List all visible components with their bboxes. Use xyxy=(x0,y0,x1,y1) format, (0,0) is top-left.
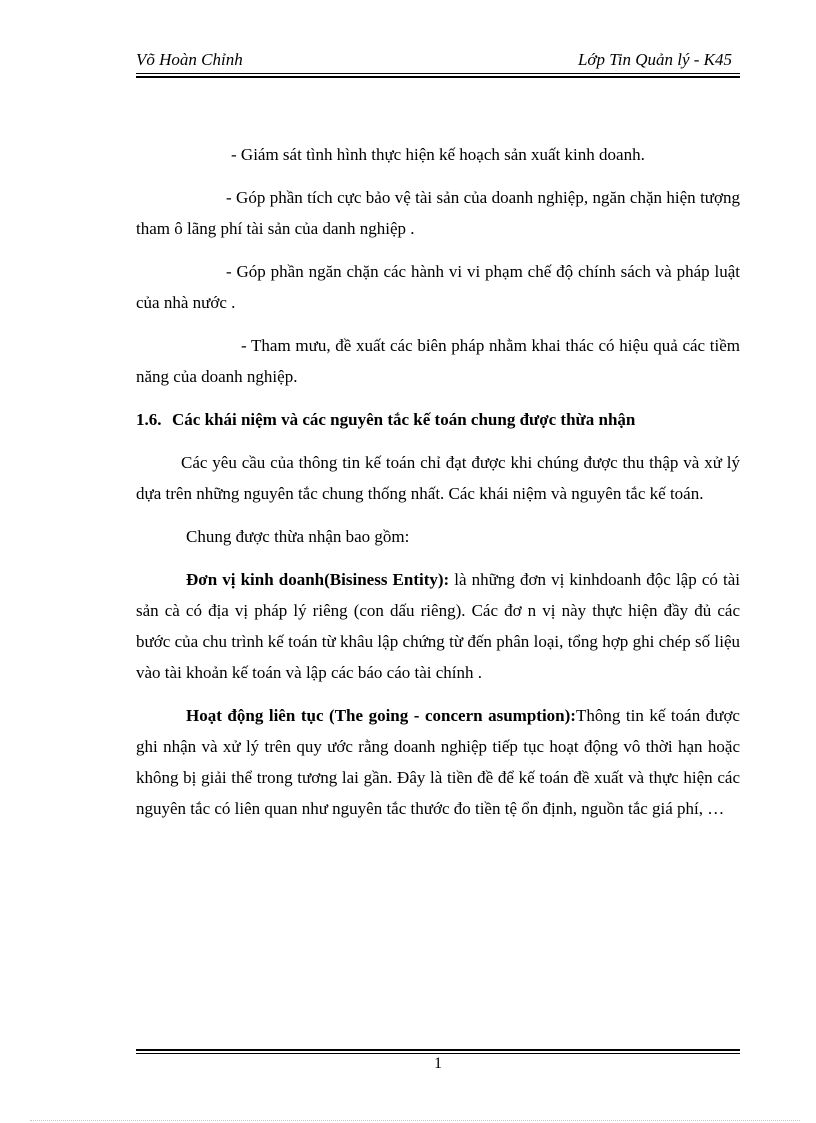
page-edge xyxy=(30,1120,800,1121)
footer-divider xyxy=(136,1053,740,1054)
section-heading xyxy=(136,404,740,435)
going-concern-term: Hoạt động liên tục (The going - concern asumption): xyxy=(186,706,576,725)
bullet-advise: - Tham mưu, đề xuất các biên pháp nhằm khai thác có hiệu quả các tiềm năng của doanh nghiệp. xyxy=(136,336,740,386)
going-concern-text: Thông tin kế toán được ghi nhận và xử lý trên quy ước rằng doanh nghiệp tiếp tục hoạt động vô thời hạn hoặc không bị giải thể trong tương lai gần. Đây là tiền đề để kế toán đề xuất và thực hiện các nguyên tắc có liên quan như nguyên tắc thước đo tiền tệ ổn định, nguồn tắc giá phí, … xyxy=(136,706,740,818)
section-title: Các khái niệm và các nguyên tắc kế toán chung được thừa nhận xyxy=(172,410,636,429)
bullet-prevent-violations: - Góp phần ngăn chặn các hành vi vi phạm chế độ chính sách và pháp luật của nhà nước . xyxy=(136,262,740,312)
page-number: 1 xyxy=(434,1055,442,1072)
intro-paragraph: Các yêu cầu của thông tin kế toán chỉ đạt được khi chúng được thu thập và xử lý dựa trên những nguyên tắc chung thống nhất. Các khái niệm và nguyên tắc kế toán. xyxy=(136,453,740,503)
footer-divider-thick xyxy=(136,1049,740,1051)
page-header xyxy=(136,50,740,70)
page-body xyxy=(136,139,740,836)
bullet-protect-assets: - Góp phần tích cực bảo vệ tài sản của doanh nghiệp, ngăn chặn hiện tượng tham ô lãng phí tài sản của danh nghiệp . xyxy=(136,188,740,238)
header-class: Lớp Tin Quản lý - K45 xyxy=(577,50,732,69)
bullet-supervise: - Giám sát tình hình thực hiện kế hoạch sản xuất kinh doanh. xyxy=(231,145,645,164)
recognized-paragraph: Chung được thừa nhận bao gồm: xyxy=(186,527,410,546)
business-entity-term: Đơn vị kinh doanh(Bisiness Entity): xyxy=(186,570,450,589)
section-number: 1.6. xyxy=(136,410,162,429)
header-divider xyxy=(136,73,740,74)
going-concern-paragraph xyxy=(136,700,740,824)
header-author: Võ Hoàn Chỉnh xyxy=(136,50,243,69)
business-entity-paragraph xyxy=(136,564,740,688)
business-entity-text: là những đơn vị kinhdoanh độc lập có tài sản cà có địa vị pháp lý riêng (con dấu riêng). Các đơ n vị này thực hiện đầy đủ các bước của chu trình kế toán từ khâu lập chứng từ đến phân loại, tổng hợp ghi chép số liệu vào tài khoản kế toán và lập các báo cáo tài chính . xyxy=(136,570,740,682)
header-divider-thick xyxy=(136,76,740,78)
